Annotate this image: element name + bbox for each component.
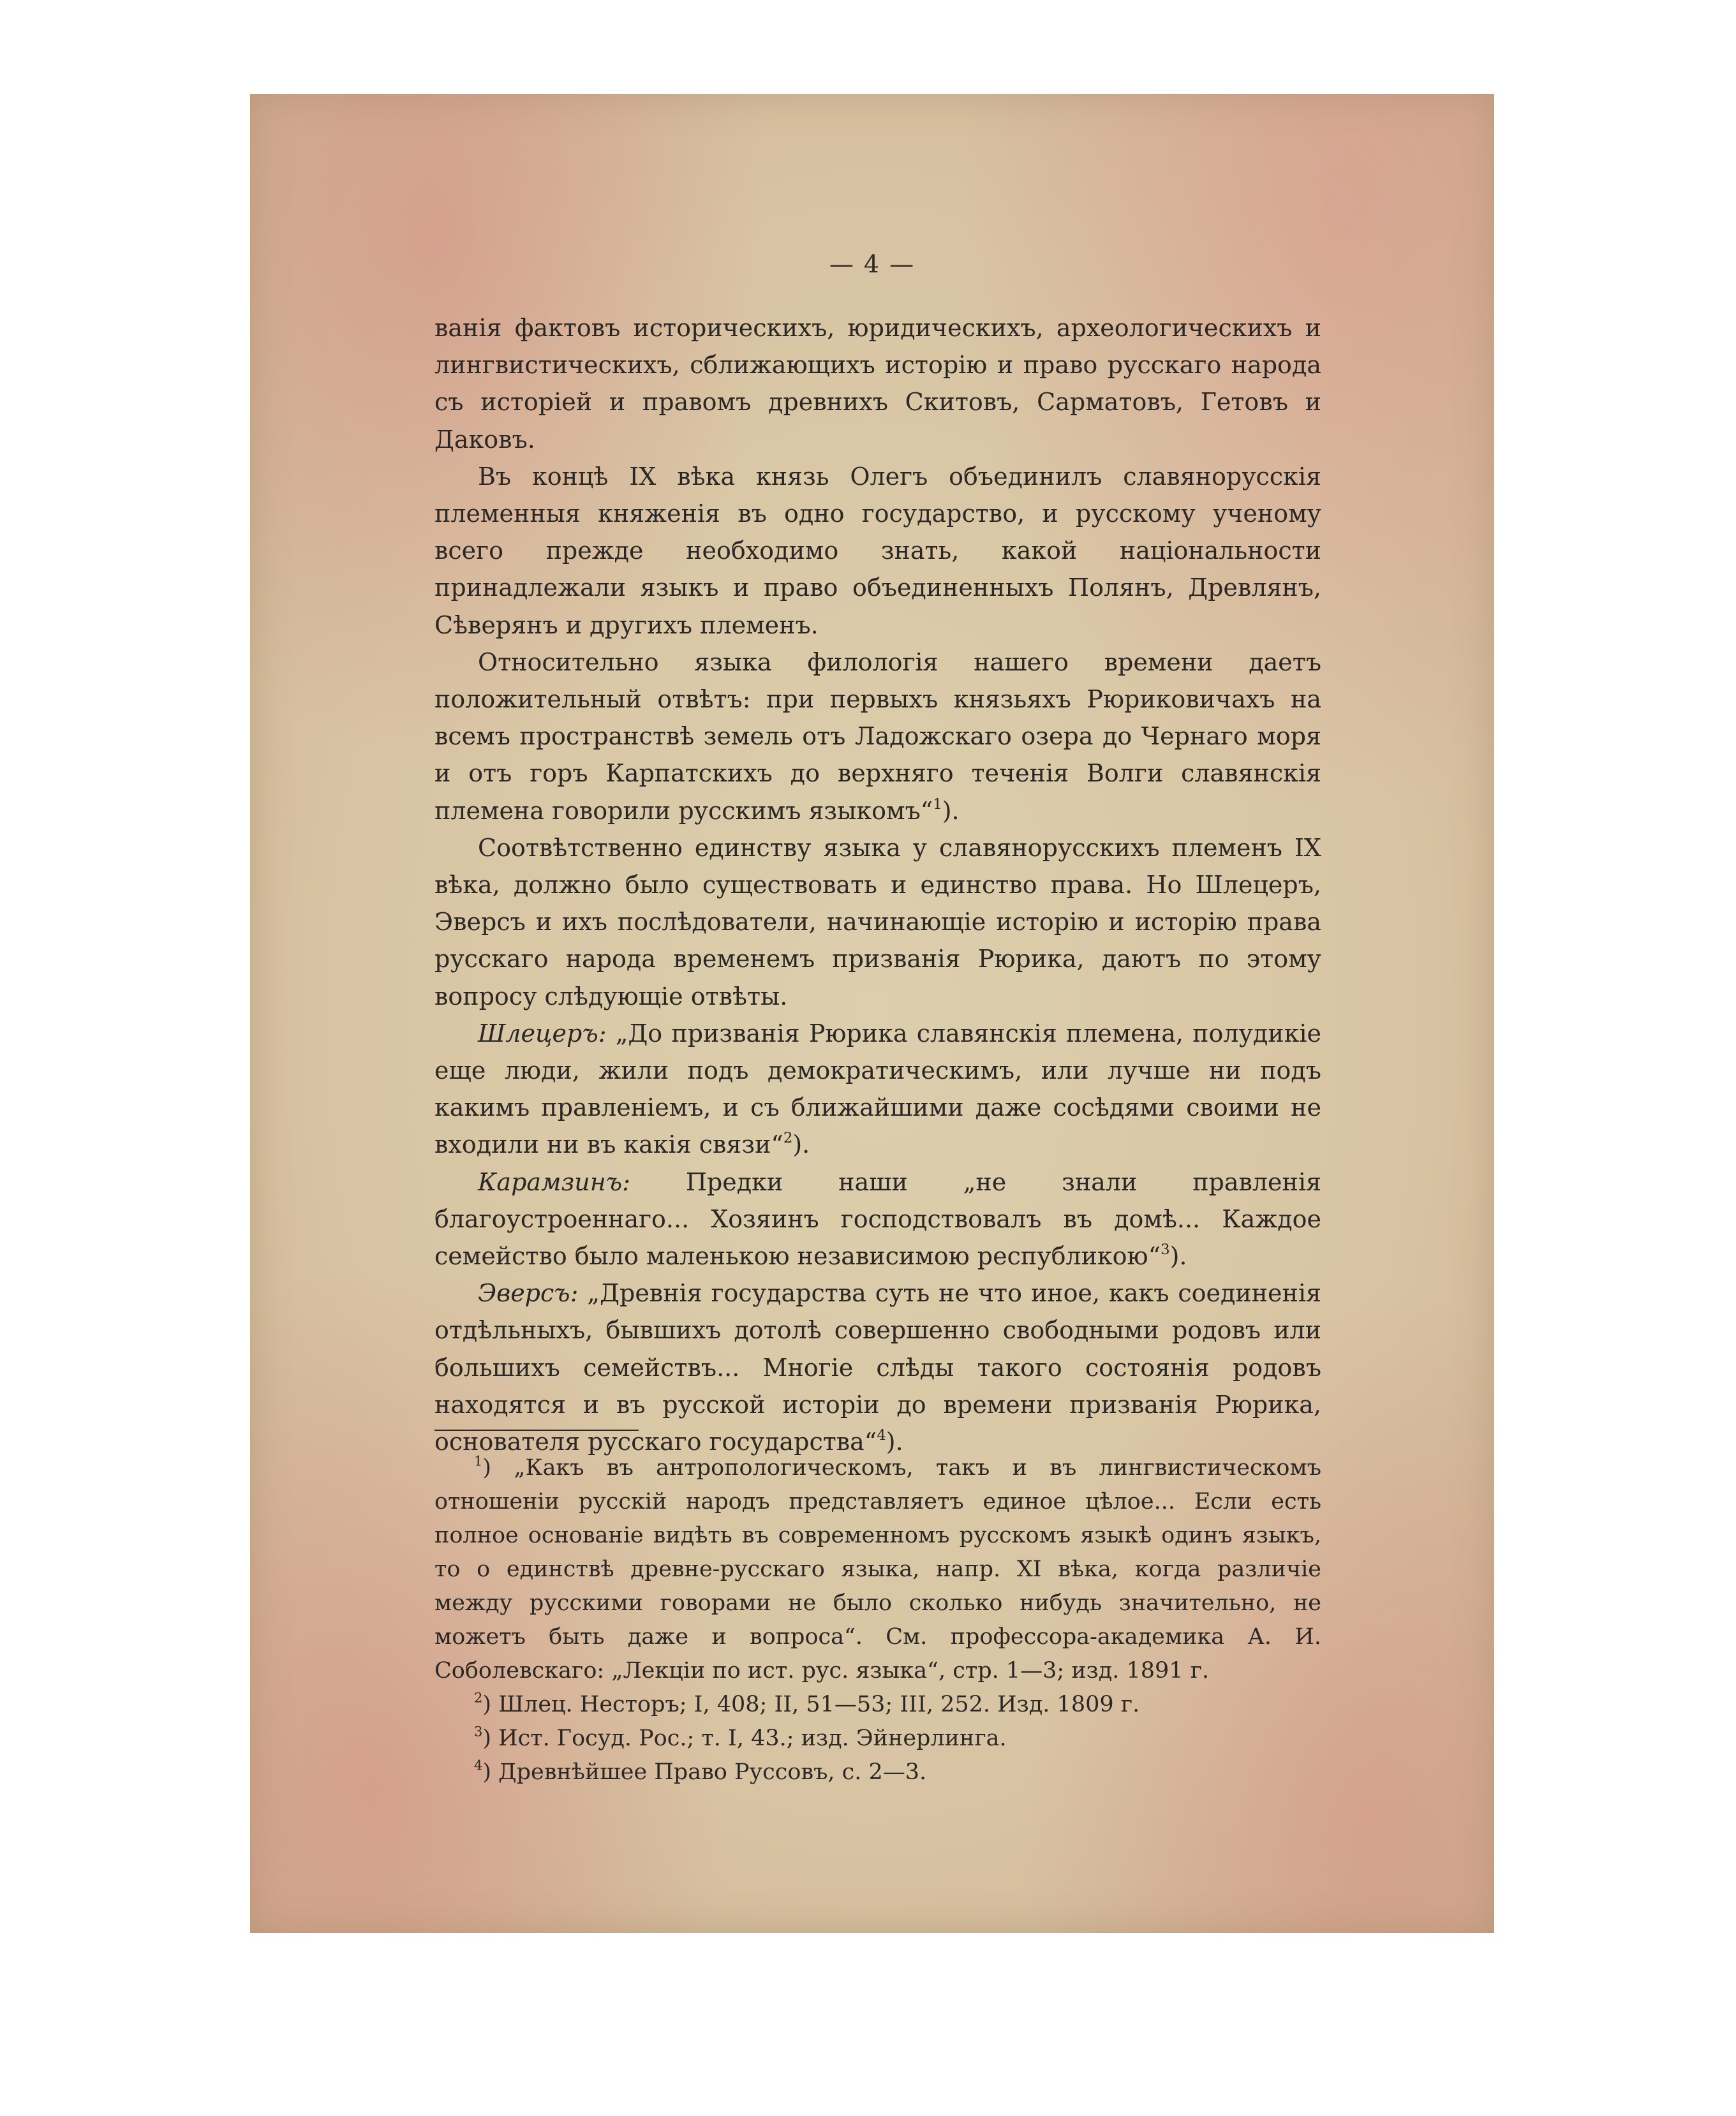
document-page <box>250 94 1494 1933</box>
main-text <box>434 309 1321 1460</box>
footnote-text: ) „Какъ въ антропологическомъ, такъ и въ лингвистическомъ отношеніи русскій народъ представляетъ единое цѣлое... Если есть полное основаніе видѣть въ современномъ русскомъ языкѣ одинъ языкъ, то о единствѣ древне-русскаго языка, напр. XI вѣка, когда различіе между русскими говорами не было сколько нибудь значительно, не можетъ быть даже и вопроса“. См. профессора-академика А. И. Соболевскаго: „Лекціи по ист. рус. языка“, стр. 1—3; изд. 1891 г. <box>434 1455 1321 1683</box>
paragraph-tail: ). <box>1169 1242 1187 1271</box>
footnote-text: ) Ист. Госуд. Рос.; т. I, 43.; изд. Эйнерлинга. <box>482 1726 1007 1751</box>
paragraph-tail: ). <box>886 1428 903 1456</box>
footnote-ref[interactable]: 3 <box>1161 1241 1170 1259</box>
paragraph-2 <box>434 458 1321 644</box>
footnotes <box>434 1451 1321 1789</box>
paragraph-1 <box>434 309 1321 458</box>
footnote-ref[interactable]: 2 <box>783 1130 793 1147</box>
paragraph-3 <box>434 644 1321 829</box>
author-name: Шлецеръ: <box>478 1019 607 1047</box>
paragraph-7 <box>434 1275 1321 1460</box>
footnote-2 <box>434 1688 1321 1722</box>
footnote-mark: 1 <box>474 1453 483 1469</box>
author-name: Эверсъ: <box>478 1279 579 1308</box>
paragraph-tail: ). <box>942 796 960 825</box>
paragraph-text: „Древнія государства суть не что иное, какъ соединенія отдѣльныхъ, бывшихъ дотолѣ совершенно свободными родовъ или большихъ семействъ... Многіе слѣды такого состоянія родовъ находятся и въ русской исторіи до времени призванія Рюрика, основателя русскаго государства“ <box>434 1279 1321 1456</box>
footnote-mark: 3 <box>474 1724 483 1740</box>
paragraph-text: Предки наши „не знали правленія благоустроеннаго... Хозяинъ господствовалъ въ домѣ... Каждое семейство было маленькою независимою республикою“ <box>434 1167 1321 1271</box>
paragraph-6 <box>434 1164 1321 1275</box>
footnote-mark: 4 <box>474 1757 483 1773</box>
footnote-text: ) Шлец. Несторъ; I, 408; II, 51—53; III, 252. Изд. 1809 г. <box>482 1692 1140 1717</box>
paragraph-text: Соотвѣтственно единству языка у славянорусскихъ племенъ IX вѣка, должно было существовать и единство права. Но Шлецеръ, Эверсъ и ихъ послѣдователи, начинающіе исторію и исторію права русскаго народа временемъ призванія Рюрика, даютъ по этому вопросу слѣдующіе отвѣты. <box>434 833 1321 1010</box>
footnote-3 <box>434 1722 1321 1756</box>
paragraph-4 <box>434 829 1321 1015</box>
footnote-divider <box>434 1430 639 1431</box>
author-name: Карамзинъ: <box>478 1167 630 1196</box>
paragraph-text: Въ концѣ IX вѣка князь Олегъ объединилъ славянорусскія племенныя княженія въ одно государство, и русскому ученому всего прежде необходимо знать, какой національности принадлежали языкъ и право объединенныхъ Полянъ, Древлянъ, Сѣверянъ и другихъ племенъ. <box>434 462 1321 639</box>
paragraph-text: ванія фактовъ историческихъ, юридическихъ, археологическихъ и лингвистическихъ, сближающихъ исторію и право русскаго народа съ исторіей и правомъ древнихъ Скитовъ, Сарматовъ, Гетовъ и Даковъ. <box>434 314 1321 454</box>
paragraph-text: „До призванія Рюрика славянскія племена, полудикіе еще люди, жили подъ демократическимъ, или лучше ни подъ какимъ правленіемъ, и съ ближайшими даже сосѣдями своими не входили ни въ какія связи“ <box>434 1019 1321 1159</box>
footnote-4 <box>434 1756 1321 1789</box>
footnote-1 <box>434 1451 1321 1688</box>
page-number: — 4 — <box>829 250 916 278</box>
footnote-ref[interactable]: 4 <box>877 1427 886 1444</box>
paragraph-tail: ). <box>792 1130 810 1159</box>
footnote-text: ) Древнѣйшее Право Руссовъ, с. 2—3. <box>482 1759 927 1785</box>
paragraph-text: Относительно языка филологія нашего времени даетъ положительный отвѣтъ: при первыхъ князьяхъ Рюриковичахъ на всемъ пространствѣ земель отъ Ладожскаго озера до Чернаго моря и отъ горъ Карпатскихъ до верхняго теченія Волги славянскія племена говорили русскимъ языкомъ“ <box>434 647 1321 825</box>
paragraph-5 <box>434 1015 1321 1164</box>
footnote-ref[interactable]: 1 <box>933 795 942 813</box>
footnote-mark: 2 <box>474 1690 483 1706</box>
